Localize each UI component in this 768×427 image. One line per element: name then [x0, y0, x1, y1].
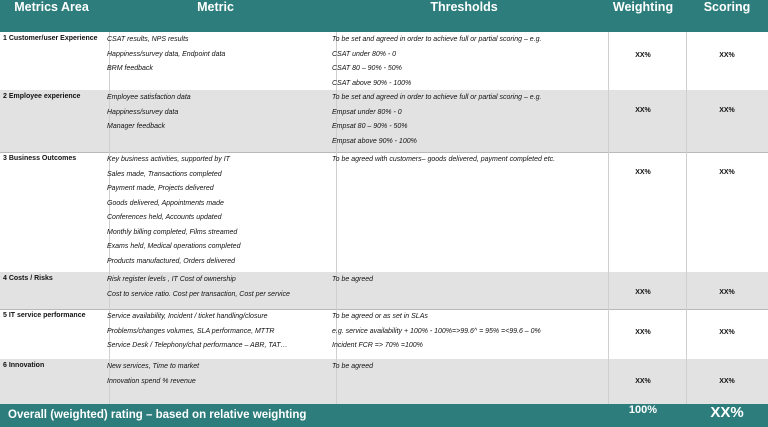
weighting-cell [600, 152, 687, 272]
metric-line: Sales made, Transactions completed [107, 170, 222, 178]
metric-cell [103, 359, 337, 404]
threshold-line: To be set and agreed in order to achieve full or partial scoring – e.g. [332, 94, 542, 101]
metric-line: Monthly billing completed, Films streamed [107, 228, 238, 236]
table-row [0, 32, 768, 90]
threshold-line: CSAT 80 – 90% - 50% [332, 65, 402, 72]
threshold-line: e.g. service availability + 100% - 100%=>99.6^ = 95% =<99.6 – 0% [332, 327, 541, 335]
weighting-value: XX% [635, 169, 651, 176]
overall-weighting: 100% [628, 404, 658, 416]
metrics-area-cell: 3 Business Outcomes [0, 152, 110, 272]
threshold-line: To be set and agreed in order to achieve full or partial scoring – e.g. [332, 36, 542, 43]
metric-line: Innovation spend % revenue [107, 377, 196, 385]
overall-rating-footer [0, 404, 768, 427]
metric-line: Happiness/survey data, Endpoint data [107, 50, 226, 58]
metric-cell [103, 90, 337, 152]
threshold-line: CSAT under 80% - 0 [332, 50, 397, 58]
threshold-line: To be agreed with customers– goods delivered, payment completed etc. [332, 156, 556, 163]
metric-line: Goods delivered, Appointments made [107, 199, 224, 207]
table-row [0, 90, 768, 152]
thresholds-cell [328, 272, 609, 309]
overall-scoring: XX% [710, 404, 744, 421]
threshold-line: To be agreed or as set in SLAs [332, 313, 428, 320]
header-metrics-area: Metrics Area [14, 0, 89, 14]
metric-line: Cost to service ratio. Cost per transaction, Cost per service [107, 290, 290, 298]
metric-line: Service availability, Incident / ticket handling/closure [107, 313, 268, 320]
scoring-cell [686, 309, 768, 359]
scoring-value: XX% [719, 378, 735, 385]
weighting-value: XX% [635, 107, 651, 114]
metrics-area-cell: 5 IT service performance [0, 309, 110, 359]
metric-line: Risk register levels , IT Cost of ownership [107, 276, 236, 283]
metrics-area-cell: 6 Innovation [0, 359, 110, 404]
scoring-value: XX% [719, 52, 735, 59]
overall-rating-label: Overall (weighted) rating – based on relative weighting [8, 409, 307, 421]
threshold-line: Empsat under 80% - 0 [332, 108, 402, 116]
metrics-area-cell: 2 Employee experience [0, 90, 110, 152]
metric-line: Manager feedback [107, 123, 165, 130]
header-weighting: Weighting [612, 0, 674, 14]
weighting-cell [600, 359, 687, 404]
threshold-line: Empsat above 90% - 100% [332, 137, 417, 145]
scoring-value: XX% [719, 329, 735, 336]
thresholds-cell [328, 152, 609, 272]
table-header [0, 0, 768, 32]
scoring-value: XX% [719, 289, 735, 296]
header-metric: Metric [197, 0, 234, 14]
weighting-cell [600, 309, 687, 359]
table-row [0, 272, 768, 309]
header-scoring: Scoring [703, 0, 751, 14]
threshold-line: CSAT above 90% - 100% [332, 79, 412, 87]
weighting-value: XX% [635, 378, 651, 385]
scoring-cell [686, 152, 768, 272]
metric-line: Products manufactured, Orders delivered [107, 257, 236, 265]
scoring-value: XX% [719, 169, 735, 176]
scoring-cell [686, 272, 768, 309]
metric-line: CSAT results, NPS results [107, 36, 189, 43]
weighting-value: XX% [635, 329, 651, 336]
thresholds-cell [328, 90, 609, 152]
threshold-line: Empsat 80 – 90% - 50% [332, 123, 408, 130]
thresholds-cell [328, 32, 609, 90]
table-row [0, 359, 768, 404]
threshold-line: Incident FCR => 70% =100% [332, 342, 423, 349]
weighting-cell [600, 32, 687, 90]
table-row [0, 152, 768, 272]
metric-cell [103, 152, 337, 272]
weighting-cell [600, 90, 687, 152]
metric-line: Happiness/survey data [107, 108, 179, 116]
table-row [0, 309, 768, 359]
weighting-value: XX% [635, 289, 651, 296]
threshold-line: To be agreed [332, 276, 373, 283]
metric-cell [103, 309, 337, 359]
scoring-cell [686, 90, 768, 152]
metric-line: Exams held, Medical operations completed [107, 243, 241, 250]
scoring-cell [686, 32, 768, 90]
metric-line: Problems/changes volumes, SLA performance, MTTR [107, 327, 275, 335]
metric-line: BRM feedback [107, 65, 153, 72]
metric-cell [103, 272, 337, 309]
weighting-value: XX% [635, 52, 651, 59]
weighting-cell [600, 272, 687, 309]
threshold-line: To be agreed [332, 363, 373, 370]
metric-line: Payment made, Projects delivered [107, 185, 214, 192]
metrics-area-cell: 4 Costs / Risks [0, 272, 110, 309]
metric-line: Conferences held, Accounts updated [107, 214, 222, 221]
metric-line: Service Desk / Telephony/chat performance – ABR, TAT… [107, 342, 288, 349]
header-thresholds: Thresholds [430, 0, 498, 14]
metrics-area-cell: 1 Customer/user Experience [0, 32, 110, 90]
scoring-cell [686, 359, 768, 404]
scoring-value: XX% [719, 107, 735, 114]
metric-line: Key business activities, supported by IT [107, 156, 230, 163]
metric-line: New services, Time to market [107, 363, 200, 370]
metric-line: Employee satisfaction data [107, 94, 191, 101]
thresholds-cell [328, 309, 609, 359]
thresholds-cell [328, 359, 609, 404]
metric-cell [103, 32, 337, 90]
